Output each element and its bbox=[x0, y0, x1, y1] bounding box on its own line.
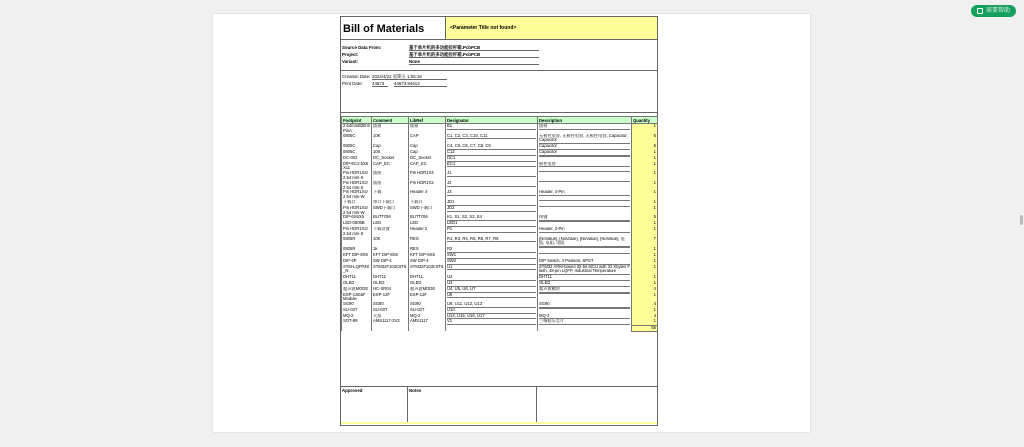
table-cell-text: V1 bbox=[447, 319, 536, 325]
help-button[interactable] bbox=[971, 5, 1016, 17]
table-cell bbox=[538, 293, 632, 303]
table-cell: 1 bbox=[632, 150, 658, 156]
table-cell bbox=[538, 325, 632, 331]
table-cell: 4 bbox=[632, 314, 658, 320]
bom-sheet bbox=[340, 16, 658, 426]
table-cell bbox=[446, 325, 538, 331]
table-cell: RES bbox=[409, 247, 446, 253]
table-cell: AMS1117 bbox=[409, 319, 446, 325]
table-cell: 7 bbox=[632, 237, 658, 248]
table-cell: CAP_EC bbox=[409, 162, 446, 172]
table-cell: KFT DIP-8X6 bbox=[409, 253, 446, 259]
table-cell: 1 bbox=[632, 171, 658, 181]
table-header-row bbox=[342, 117, 658, 124]
table-cell: OLED bbox=[409, 281, 446, 287]
table-cell: RES bbox=[409, 237, 446, 248]
approved-label: Approved bbox=[342, 388, 363, 393]
table-cell-text: K1, S1, S2, S3, S4 bbox=[447, 215, 536, 221]
table-cell: 超声波MODE bbox=[409, 287, 446, 293]
table-cell: MQ-2 bbox=[409, 314, 446, 320]
table-cell: DIP-4P bbox=[342, 259, 372, 265]
source-value: 基于单片机的多功能拉杆箱.PcbPCB bbox=[409, 45, 539, 51]
total-row bbox=[342, 325, 658, 331]
table-cell-text bbox=[539, 200, 630, 201]
footer-band bbox=[341, 422, 657, 424]
table-cell-text: DC1 bbox=[447, 156, 536, 162]
table-cell: STM32F103C8T6 bbox=[409, 265, 446, 276]
print-value-2: 44673.94613 bbox=[394, 81, 447, 87]
table-cell: 1 bbox=[632, 281, 658, 287]
print-value: 44673 bbox=[372, 81, 388, 87]
table-cell: 插座 bbox=[372, 181, 409, 191]
table-cell-text: 超声波模块 bbox=[539, 287, 630, 293]
table-cell: KFT DIP-8X6 bbox=[372, 253, 409, 259]
table-cell bbox=[446, 181, 538, 191]
table-cell-text: [NoValue], [NoValue], [NoValue], [NoValue], 电阻, 电阻, 电阻 bbox=[539, 237, 630, 248]
variant-value: None bbox=[409, 59, 539, 65]
table-cell: DIP-6X6X5 bbox=[342, 215, 372, 221]
table-cell: ESP-12F bbox=[372, 293, 409, 303]
table-row bbox=[342, 227, 658, 237]
table-cell bbox=[446, 206, 538, 216]
column-header: LibRef bbox=[409, 117, 446, 124]
table-cell-text: Header, 4-Pin bbox=[539, 190, 630, 196]
document-page bbox=[213, 14, 810, 432]
table-cell: 1 bbox=[632, 181, 658, 191]
table-cell: HC-SR04 bbox=[372, 287, 409, 293]
divider bbox=[341, 70, 657, 71]
table-cell: DC_Socket bbox=[372, 156, 409, 162]
table-cell: 0805R bbox=[342, 237, 372, 248]
table-row bbox=[342, 190, 658, 200]
table-cell: 1 bbox=[632, 265, 658, 276]
table-cell: KFT DIP-8X6 bbox=[342, 253, 372, 259]
table-cell: 1 bbox=[632, 275, 658, 281]
table-cell: BUTTOM bbox=[372, 215, 409, 221]
table-cell: 1 bbox=[632, 124, 658, 134]
table-cell: Cap bbox=[372, 144, 409, 150]
table-cell-text: Header, 2-Pin bbox=[539, 227, 630, 233]
table-cell-text bbox=[539, 247, 630, 248]
table-cell-text: R2 bbox=[447, 247, 536, 253]
table-cell: 超声波MODE bbox=[342, 287, 372, 293]
table-cell-text: 无极性电容, 无极性电容, 无极性电容, Capacitor, Capacitor bbox=[539, 134, 630, 145]
table-cell-text: OLED bbox=[539, 281, 630, 287]
table-cell: 0805R bbox=[342, 247, 372, 253]
table-cell: 0805C bbox=[342, 150, 372, 156]
table-cell: ESP-12F bbox=[409, 293, 446, 303]
creation-label: Creation Date: bbox=[342, 74, 371, 79]
table-cell bbox=[446, 293, 538, 303]
table-cell-text: Capacitor bbox=[539, 144, 630, 150]
table-cell-text bbox=[539, 206, 630, 207]
table-row bbox=[342, 206, 658, 216]
table-cell: 10K bbox=[372, 237, 409, 248]
table-cell: 1 bbox=[632, 221, 658, 227]
table-cell-text: SG90 bbox=[539, 302, 630, 308]
table-cell: DHT11 bbox=[342, 275, 372, 281]
table-cell-text: SW1 bbox=[447, 253, 536, 259]
table-cell: ESP-12E&F Module bbox=[342, 293, 372, 303]
table-cell: 1 bbox=[632, 162, 658, 172]
table-cell bbox=[446, 171, 538, 181]
table-cell: Pin HDR1X2/2.54 mm-S bbox=[342, 181, 372, 191]
table-cell-text: J1 bbox=[447, 171, 536, 177]
table-cell: Cap bbox=[409, 144, 446, 150]
bom-table bbox=[341, 116, 658, 332]
table-cell-text: C4, C5, C6, C7, C8, C9 bbox=[447, 144, 536, 150]
table-cell bbox=[446, 124, 538, 134]
table-cell-text: J2 bbox=[447, 181, 536, 187]
parameter-title-cell bbox=[445, 17, 657, 39]
table-cell bbox=[538, 190, 632, 200]
table-cell: LED bbox=[409, 221, 446, 227]
table-cell-text bbox=[539, 171, 630, 172]
table-cell-text: U10 bbox=[447, 308, 536, 314]
table-cell-text: SW2 bbox=[447, 259, 536, 265]
table-cell-text: U14, U15, U16, U17 bbox=[447, 314, 536, 320]
table-cell: STM-LQFP48_N bbox=[342, 265, 372, 276]
table-cell: 串口下载口 bbox=[372, 200, 409, 206]
table-cell-text bbox=[539, 181, 630, 182]
table-cell: 1k bbox=[372, 247, 409, 253]
table-cell bbox=[538, 162, 632, 172]
table-cell: DIP-EC2.5X5X11 bbox=[342, 162, 372, 172]
table-row bbox=[342, 162, 658, 172]
table-cell: DHT11 bbox=[409, 275, 446, 281]
table-row bbox=[342, 237, 658, 248]
table-cell bbox=[446, 190, 538, 200]
table-cell-text: B1 bbox=[447, 124, 536, 130]
table-cell: 下载口 bbox=[409, 200, 446, 206]
table-cell-text: U8 bbox=[447, 293, 536, 299]
table-cell: SU-03T bbox=[342, 308, 372, 314]
table-cell: 1 bbox=[632, 190, 658, 200]
table-cell: Cap bbox=[409, 150, 446, 156]
table-cell-text: 按键 bbox=[539, 215, 630, 221]
table-cell: 1 bbox=[632, 206, 658, 216]
table-cell: DC-002 bbox=[342, 156, 372, 162]
table-cell bbox=[446, 265, 538, 276]
table-cell: 4 bbox=[632, 287, 658, 293]
table-cell bbox=[446, 237, 538, 248]
table-cell: 插排 bbox=[372, 124, 409, 134]
table-cell bbox=[446, 134, 538, 145]
table-cell bbox=[538, 171, 632, 181]
table-cell: 插座 bbox=[372, 171, 409, 181]
table-cell bbox=[538, 265, 632, 276]
bom-header bbox=[341, 17, 657, 40]
table-cell: LED bbox=[372, 221, 409, 227]
table-cell-text: P1 bbox=[447, 227, 536, 233]
table-cell bbox=[446, 162, 538, 172]
column-header: Footprint bbox=[342, 117, 372, 124]
table-cell bbox=[446, 227, 538, 237]
table-cell: SWD下载口 bbox=[409, 206, 446, 216]
table-cell: Pin HDR1X2/2.54 mm-S bbox=[342, 227, 372, 237]
table-cell-text: JD1 bbox=[447, 200, 536, 206]
column-header: Description bbox=[538, 117, 632, 124]
variant-label: Variant: bbox=[342, 59, 359, 64]
divider bbox=[341, 112, 657, 113]
table-cell: Header 2 bbox=[409, 227, 446, 237]
table-row bbox=[342, 265, 658, 276]
bom-footer bbox=[341, 386, 657, 426]
table-row bbox=[342, 134, 658, 145]
table-cell: 1 bbox=[632, 293, 658, 303]
table-cell: Pin HDR1X4/2.54 mm-W bbox=[342, 206, 372, 216]
table-cell bbox=[538, 124, 632, 134]
table-cell: 106 bbox=[372, 150, 409, 156]
table-cell-text: U2 bbox=[447, 275, 536, 281]
table-cell: STM32F103C8T6 bbox=[372, 265, 409, 276]
table-cell: MQ-2 bbox=[342, 314, 372, 320]
table-cell: CAP bbox=[409, 134, 446, 145]
table-cell: 火焰 bbox=[372, 314, 409, 320]
table-row bbox=[342, 181, 658, 191]
table-cell-text: JD2 bbox=[447, 206, 536, 212]
table-cell: 1 bbox=[632, 259, 658, 265]
table-cell bbox=[538, 134, 632, 145]
table-cell: Pin HDR1X4/2.54 mm-S bbox=[342, 171, 372, 181]
table-cell: SG90 bbox=[409, 302, 446, 308]
table-cell: 2.54mmB2B-8PinA bbox=[343, 123, 370, 133]
table-cell bbox=[538, 206, 632, 216]
table-cell: 下载口 bbox=[342, 200, 372, 206]
table-cell: Pin HDR1X4/2.54 mm-W bbox=[342, 190, 372, 200]
table-cell-text: Capacitor bbox=[539, 150, 630, 156]
table-cell: 5 bbox=[632, 134, 658, 145]
table-cell: SU-03T bbox=[409, 308, 446, 314]
table-cell: 1 bbox=[632, 227, 658, 237]
table-cell: Pin HDR1X2 bbox=[409, 181, 446, 191]
table-row bbox=[342, 171, 658, 181]
table-cell-text: MQ-2 bbox=[539, 314, 630, 320]
table-cell-text: DHT11 bbox=[539, 275, 630, 281]
table-row bbox=[342, 124, 658, 134]
table-cell: 1 bbox=[632, 247, 658, 253]
table-cell: OLED bbox=[342, 281, 372, 287]
table-cell bbox=[409, 325, 446, 331]
column-header: Quantity bbox=[632, 117, 658, 124]
table-cell: SW DIP-4 bbox=[409, 259, 446, 265]
table-cell-text bbox=[539, 293, 630, 294]
table-cell-text bbox=[539, 253, 630, 254]
table-cell: 6 bbox=[632, 144, 658, 150]
table-cell bbox=[538, 227, 632, 237]
creation-value: 2022/4/22 星期五 1:05:16 bbox=[372, 74, 447, 80]
page-title: Bill of Materials bbox=[343, 23, 425, 35]
table-cell: 1 bbox=[632, 253, 658, 259]
table-cell: 1 bbox=[632, 319, 658, 325]
parameter-title: <Parameter Title not found> bbox=[450, 25, 517, 31]
table-cell: 1 bbox=[632, 308, 658, 314]
table-cell-text bbox=[539, 308, 630, 309]
table-cell: 5 bbox=[632, 215, 658, 221]
table-cell: 1 bbox=[632, 200, 658, 206]
table-cell-text: EC1 bbox=[447, 162, 536, 168]
approval-row bbox=[341, 386, 657, 423]
table-cell-text: U9, U11, U12, U13 bbox=[447, 302, 536, 308]
table-cell: OLED bbox=[372, 281, 409, 287]
notes-cell bbox=[408, 387, 537, 423]
approved-cell bbox=[341, 387, 408, 423]
table-cell: 10K bbox=[372, 134, 409, 145]
table-cell bbox=[538, 237, 632, 248]
table-cell-text: C1, C2, C3, C10, C11 bbox=[447, 134, 536, 140]
table-cell bbox=[342, 325, 372, 331]
table-cell-text: U4, U5, U6, U7 bbox=[447, 287, 536, 293]
table-cell: 插排 bbox=[409, 124, 446, 134]
table-cell: 下载设置 bbox=[372, 227, 409, 237]
table-cell: AMS1117-3V3 bbox=[372, 319, 409, 325]
table-cell-text: DIP Switch, 4 Position, SPST bbox=[539, 259, 630, 265]
table-cell-text: C12 bbox=[447, 150, 536, 156]
table-cell-text bbox=[539, 156, 630, 157]
source-label: Source Data From: bbox=[342, 45, 382, 50]
project-label: Project: bbox=[342, 52, 359, 57]
table-cell-text: R1, R3, R4, R5, R6, R7, R8 bbox=[447, 237, 536, 243]
table-cell: SG90 bbox=[372, 302, 409, 308]
table-cell: BUTTOM bbox=[409, 215, 446, 221]
print-label: Print Date: bbox=[342, 81, 363, 86]
total-quantity: 55 bbox=[632, 325, 658, 331]
table-cell: LED-0805B bbox=[342, 221, 372, 227]
table-cell-text: 插排 bbox=[539, 124, 630, 130]
table-cell: SG90 bbox=[342, 302, 372, 308]
table-cell: Header 4 bbox=[409, 190, 446, 200]
table-cell-text: U3 bbox=[447, 281, 536, 287]
table-cell-text: 极性电容 bbox=[539, 162, 630, 168]
table-cell-text: U1 bbox=[447, 265, 536, 271]
table-cell bbox=[372, 325, 409, 331]
table-cell: 1 bbox=[632, 156, 658, 162]
table-cell: 4 bbox=[632, 302, 658, 308]
table-cell: Pin HDR1X4 bbox=[409, 171, 446, 181]
table-cell-text bbox=[539, 221, 630, 222]
table-cell-text: LED1 bbox=[447, 221, 536, 227]
scrollbar-thumb[interactable] bbox=[1020, 215, 1023, 225]
table-cell-text: J3 bbox=[447, 190, 536, 196]
table-cell: SW DIP-4 bbox=[372, 259, 409, 265]
table-cell: SU-03T bbox=[372, 308, 409, 314]
table-cell bbox=[538, 181, 632, 191]
table-cell: SWD下载口 bbox=[372, 206, 409, 216]
table-cell: 0805C bbox=[342, 134, 372, 145]
column-header: Comment bbox=[372, 117, 409, 124]
help-icon bbox=[977, 8, 983, 14]
table-cell-text: STM32 ARM-based 32-bit MCU with 32 Kbytes Flash, 48-pin LQFP, Industrial Temperature bbox=[539, 264, 630, 274]
project-value: 基于单片机的多功能拉杆箱.PcbPCB bbox=[409, 52, 539, 58]
table-cell: DHT11 bbox=[372, 275, 409, 281]
help-button-label: 需要帮助 bbox=[985, 8, 1010, 14]
table-cell-text: 三端稳压芯片 bbox=[539, 319, 630, 325]
table-cell: CAP_EC bbox=[372, 162, 409, 172]
table-cell: 0805C bbox=[342, 144, 372, 150]
column-header: Designator bbox=[446, 117, 538, 124]
table-row bbox=[342, 293, 658, 303]
table-body bbox=[342, 124, 658, 332]
table-cell: 下载 bbox=[372, 190, 409, 200]
notes-label: Notes bbox=[409, 388, 422, 393]
table-cell: SOT-89 bbox=[342, 319, 372, 325]
table-cell: DC_Socket bbox=[409, 156, 446, 162]
